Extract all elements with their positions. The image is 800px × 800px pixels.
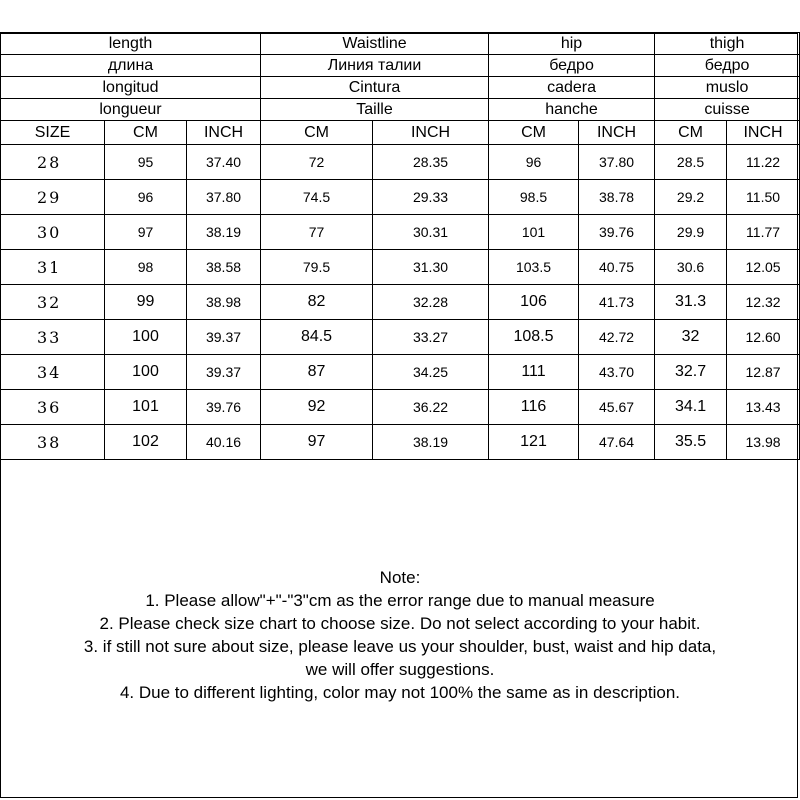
header-length: longitud [1,77,261,99]
header-waistline: Cintura [261,77,489,99]
cell-hip-inch: 38.78 [579,180,655,215]
table-row [1,215,800,250]
cell-length-inch: 38.58 [187,250,261,285]
header-hip: бедро [489,55,655,77]
unit-waist-cm: CM [261,121,373,145]
cell-waist-inch: 29.33 [373,180,489,215]
cell-length-inch: 37.40 [187,145,261,180]
header-waistline: Waistline [261,33,489,55]
cell-size: 31 [1,250,105,285]
cell-thigh-cm: 32.7 [655,355,727,390]
cell-thigh-cm: 28.5 [655,145,727,180]
cell-length-cm: 97 [105,215,187,250]
unit-thigh-inch: INCH [727,121,800,145]
unit-waist-inch: INCH [373,121,489,145]
cell-size: 33 [1,320,105,355]
header-hip: hanche [489,99,655,121]
cell-waist-cm: 97 [261,425,373,460]
cell-length-inch: 38.98 [187,285,261,320]
unit-hip-inch: INCH [579,121,655,145]
cell-waist-inch: 28.35 [373,145,489,180]
cell-hip-inch: 45.67 [579,390,655,425]
cell-thigh-cm: 31.3 [655,285,727,320]
cell-size: 38 [1,425,105,460]
header-hip: hip [489,33,655,55]
cell-length-cm: 102 [105,425,187,460]
cell-hip-cm: 101 [489,215,579,250]
table-row [1,320,800,355]
cell-waist-inch: 36.22 [373,390,489,425]
header-row-ru [1,55,800,77]
table-row [1,180,800,215]
cell-thigh-inch: 12.87 [727,355,800,390]
cell-waist-cm: 84.5 [261,320,373,355]
note-line: we will offer suggestions. [305,660,495,679]
cell-hip-cm: 121 [489,425,579,460]
cell-waist-inch: 34.25 [373,355,489,390]
note-line: 3. if still not sure about size, please leave us your shoulder, bust, waist and hip data, [83,637,717,656]
cell-hip-inch: 40.75 [579,250,655,285]
cell-waist-cm: 92 [261,390,373,425]
cell-hip-inch: 37.80 [579,145,655,180]
table-row [1,425,800,460]
cell-thigh-cm: 35.5 [655,425,727,460]
cell-waist-inch: 32.28 [373,285,489,320]
unit-thigh-cm: CM [655,121,727,145]
cell-thigh-inch: 13.43 [727,390,800,425]
note-line: 4. Due to different lighting, color may not 100% the same as in description. [119,683,681,702]
table-row [1,390,800,425]
cell-hip-cm: 106 [489,285,579,320]
cell-hip-inch: 42.72 [579,320,655,355]
cell-waist-cm: 87 [261,355,373,390]
cell-thigh-inch: 13.98 [727,425,800,460]
cell-length-cm: 95 [105,145,187,180]
cell-length-cm: 98 [105,250,187,285]
note-line: 1. Please allow"+"-"3"cm as the error range due to manual measure [145,591,655,610]
cell-hip-cm: 103.5 [489,250,579,285]
cell-waist-inch: 31.30 [373,250,489,285]
table-row [1,250,800,285]
table-row [1,355,800,390]
cell-waist-cm: 82 [261,285,373,320]
cell-hip-cm: 96 [489,145,579,180]
cell-thigh-inch: 12.60 [727,320,800,355]
header-length: length [1,33,261,55]
cell-length-cm: 99 [105,285,187,320]
header-length: длина [1,55,261,77]
cell-hip-inch: 41.73 [579,285,655,320]
cell-length-cm: 96 [105,180,187,215]
cell-thigh-cm: 29.9 [655,215,727,250]
header-thigh: muslo [655,77,800,99]
header-hip: cadera [489,77,655,99]
notes-section [0,566,800,704]
cell-hip-cm: 98.5 [489,180,579,215]
header-thigh: cuisse [655,99,800,121]
unit-length-inch: INCH [187,121,261,145]
cell-size: 36 [1,390,105,425]
cell-thigh-inch: 11.22 [727,145,800,180]
cell-thigh-inch: 11.77 [727,215,800,250]
cell-thigh-inch: 11.50 [727,180,800,215]
cell-size: 28 [1,145,105,180]
cell-size: 30 [1,215,105,250]
cell-thigh-cm: 34.1 [655,390,727,425]
header-length: longueur [1,99,261,121]
unit-row [1,121,800,145]
header-thigh: бедро [655,55,800,77]
header-waistline: Taille [261,99,489,121]
table-row [1,285,800,320]
cell-hip-cm: 108.5 [489,320,579,355]
cell-waist-cm: 72 [261,145,373,180]
cell-hip-cm: 116 [489,390,579,425]
header-row-es [1,77,800,99]
cell-waist-inch: 30.31 [373,215,489,250]
unit-length-cm: CM [105,121,187,145]
cell-size: 32 [1,285,105,320]
cell-thigh-inch: 12.32 [727,285,800,320]
note-line: 2. Please check size chart to choose size. Do not select according to your habit. [99,614,701,633]
size-chart-table [0,32,800,460]
cell-hip-cm: 111 [489,355,579,390]
table-row [1,145,800,180]
cell-size: 34 [1,355,105,390]
cell-thigh-inch: 12.05 [727,250,800,285]
cell-waist-cm: 79.5 [261,250,373,285]
header-row-en [1,33,800,55]
cell-waist-cm: 77 [261,215,373,250]
unit-size: SIZE [1,121,105,145]
cell-hip-inch: 47.64 [579,425,655,460]
cell-thigh-cm: 30.6 [655,250,727,285]
cell-length-inch: 40.16 [187,425,261,460]
cell-length-inch: 39.37 [187,320,261,355]
header-row-fr [1,99,800,121]
cell-hip-inch: 39.76 [579,215,655,250]
cell-length-inch: 39.76 [187,390,261,425]
cell-length-inch: 37.80 [187,180,261,215]
cell-length-cm: 100 [105,355,187,390]
notes-title: Note: [379,568,421,587]
header-waistline: Линия талии [261,55,489,77]
cell-waist-inch: 33.27 [373,320,489,355]
unit-hip-cm: CM [489,121,579,145]
cell-waist-inch: 38.19 [373,425,489,460]
header-thigh: thigh [655,33,800,55]
cell-hip-inch: 43.70 [579,355,655,390]
cell-length-inch: 38.19 [187,215,261,250]
cell-waist-cm: 74.5 [261,180,373,215]
cell-thigh-cm: 29.2 [655,180,727,215]
cell-size: 29 [1,180,105,215]
cell-length-cm: 100 [105,320,187,355]
cell-length-cm: 101 [105,390,187,425]
cell-thigh-cm: 32 [655,320,727,355]
cell-length-inch: 39.37 [187,355,261,390]
